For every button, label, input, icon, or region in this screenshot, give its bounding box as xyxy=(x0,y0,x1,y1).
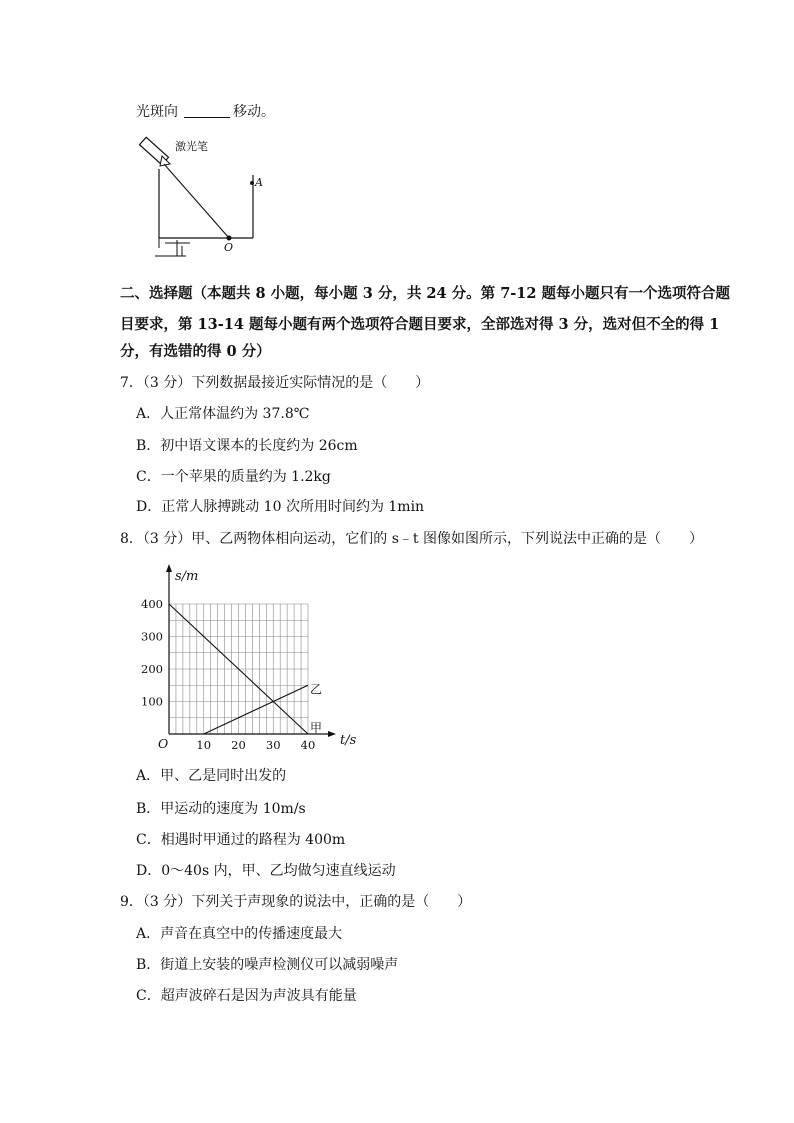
x-tick-label: 30 xyxy=(265,738,281,752)
laser-label: 激光笔 xyxy=(175,140,208,153)
x-tick-label: 20 xyxy=(231,738,246,752)
x-tick-label: 10 xyxy=(196,738,212,752)
q7-option-b: B．初中语文课本的长度约为 26cm xyxy=(136,438,358,454)
x-axis-arrow xyxy=(328,731,336,737)
q7-option-d: D．正常人脉搏跳动 10 次所用时间约为 1min xyxy=(136,499,425,515)
x-tick-label: 40 xyxy=(300,738,316,752)
chart-axes xyxy=(166,564,336,737)
y-axis-arrow xyxy=(166,564,172,572)
q9-option-b: B．街道上安装的噪声检测仪可以减弱噪声 xyxy=(136,957,399,973)
chart-labels xyxy=(141,569,357,752)
origin-label: O xyxy=(158,736,169,751)
y-tick-label: 300 xyxy=(141,629,163,644)
q7-option-a: A．人正常体温约为 37.8℃ xyxy=(136,406,310,422)
fill-prefix: 光斑向 xyxy=(136,104,178,120)
y-tick-label: 200 xyxy=(141,662,163,676)
point-a-label: A xyxy=(255,176,263,189)
fill-suffix: 移动。 xyxy=(233,104,275,120)
y-tick-label: 400 xyxy=(141,597,163,611)
y-tick-label: 100 xyxy=(141,694,163,709)
series-line-2 xyxy=(204,685,308,734)
q8-option-d: D．0～40s 内，甲、乙均做匀速直线运动 xyxy=(136,863,396,879)
q9-stem: 9．（3 分）下列关于声现象的说法中，正确的是（ ） xyxy=(120,894,472,910)
q8-option-b: B．甲运动的速度为 10m/s xyxy=(136,801,306,817)
section2-line1: 二、选择题（本题共 8 小题，每小题 3 分，共 24 分。第 7-12 题每小题只有一个选项符合题 xyxy=(120,285,731,302)
point-o-label: O xyxy=(224,241,234,254)
series-label-2: 乙 xyxy=(310,682,323,697)
q8-option-c: C．相遇时甲通过的路程为 400m xyxy=(136,832,346,848)
series-label-1: 甲 xyxy=(310,721,323,735)
section2-line3: 分，有选错的得 0 分） xyxy=(120,343,271,360)
q8-stem: 8．（3 分）甲、乙两物体相向运动，它们的 s﹣t 图像如图所示，下列说法中正确的是（ ） xyxy=(120,531,703,547)
q9-option-a: A．声音在真空中的传播速度最大 xyxy=(136,926,343,942)
y-axis-label: s/m xyxy=(175,569,199,584)
q8-option-a: A．甲、乙是同时出发的 xyxy=(136,768,287,784)
section2-line2: 目要求，第 13-14 题每小题有两个选项符合题目要求，全部选对得 3 分，选对但不全的得 1 xyxy=(120,316,720,333)
x-axis-label: t/s xyxy=(340,733,357,748)
q7-option-c: C．一个苹果的质量约为 1.2kg xyxy=(136,469,331,485)
q9-option-c: C．超声波碎石是因为声波具有能量 xyxy=(136,988,357,1004)
q7-stem: 7．（3 分）下列数据最接近实际情况的是（ ） xyxy=(120,375,430,391)
